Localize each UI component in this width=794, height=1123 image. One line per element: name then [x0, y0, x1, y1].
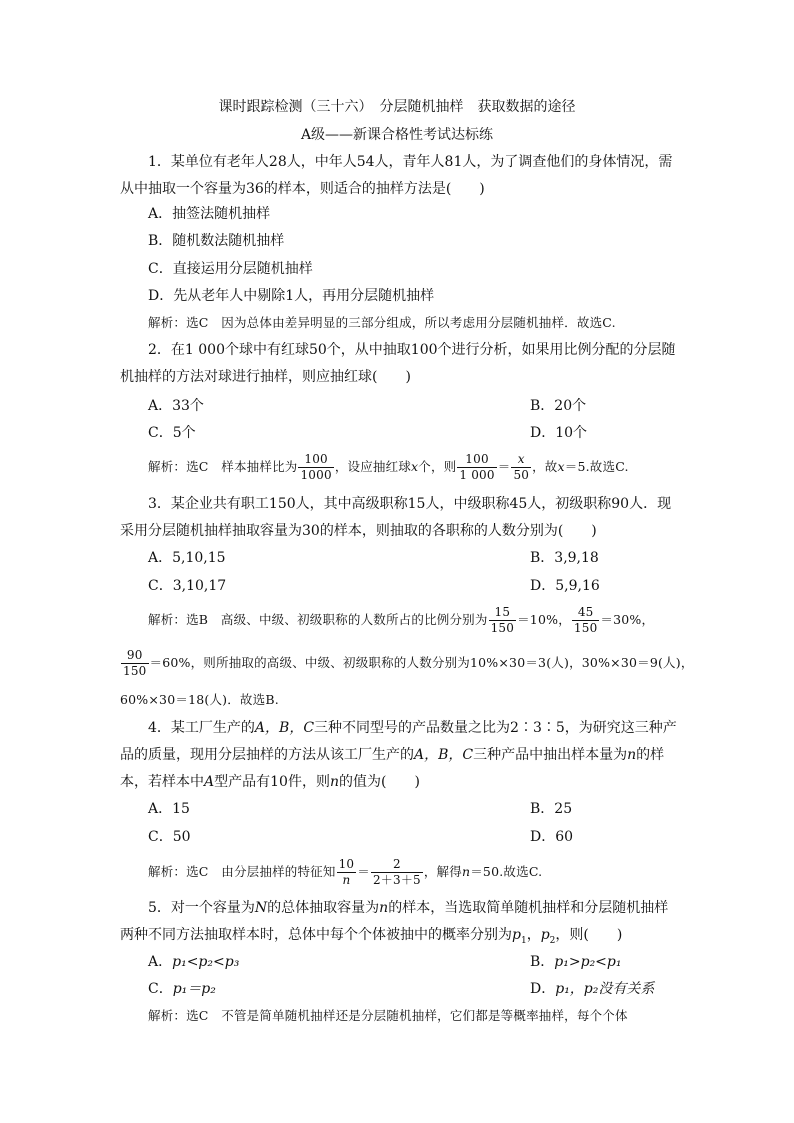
q2-options-row1	[148, 396, 587, 416]
q4-solution: 解析：选C 由分层抽样的特征知 $\frac{10}{n}$ ＝ $\frac{2}{2+3+5}$ ，解得n＝50.故选C.	[148, 857, 543, 887]
q5-option-a: A．p₁<p₂<p₃	[148, 954, 240, 970]
q3-option-c: C．3,10,17	[148, 578, 227, 594]
q3-stem-line1: 3．某企业共有职工150人，其中高级职称15人，中级职称45人，初级职称90人．现	[148, 496, 672, 512]
q5-stem-line2: 两种不同方法抽取样本时，总体中每个个体被抽中的概率分别为$p_1$，$p_2$，则( )	[120, 927, 623, 946]
q4-stem-line2: 品的质量，现用分层抽样的方法从该工厂生产的A，B，C三种产品中抽出样本量为n的样	[120, 747, 665, 763]
q4-fraction-left: $\frac{10}{n}$	[338, 857, 355, 887]
q1-option-c: C．直接运用分层随机抽样	[148, 261, 313, 277]
q1-stem-line1: 1．某单位有老年人28人，中年人54人，青年人81人，为了调查他们的身体情况，需	[148, 154, 673, 170]
q2-fraction-left: $\frac{100}{1 000}$	[459, 452, 495, 482]
q1-solution: 解析：选C 因为总体由差异明显的三部分组成，所以考虑用分层随机抽样．故选C.	[148, 315, 616, 330]
q5-option-c: C．p₁＝p₂	[148, 981, 216, 997]
q4-option-d: D．60	[530, 829, 574, 845]
q4-option-a: A．15	[148, 801, 190, 817]
q5-options-row1	[148, 952, 622, 972]
q4-options-row1	[148, 799, 573, 819]
q2-options-row2	[148, 423, 588, 443]
q5-stem-line1: 5．对一个容量为N的总体抽取容量为n的样本，当选取简单随机抽样和分层随机抽样	[148, 900, 669, 916]
q3-option-b: B．3,9,18	[530, 550, 599, 566]
q4-stem-line3: 本，若样本中A型产品有10件，则n的值为( )	[120, 774, 420, 790]
q5-solution: 解析：选C 不管是简单随机抽样还是分层随机抽样，它们都是等概率抽样，每个个体	[148, 1008, 628, 1023]
q2-option-c: C．5个	[148, 425, 196, 441]
q2-option-a: A．33个	[148, 398, 204, 414]
q4-option-b: B．25	[530, 801, 573, 817]
q3-solution-line3: 60%×30＝18(人)．故选B.	[120, 692, 279, 707]
q3-solution-line2: $\frac{90}{150}$ ＝60%，则所抽取的高级、中级、初级职称的人数分别为10%×30＝3(人)，30%×30＝9(人)，	[123, 648, 694, 678]
q1-option-b: B．随机数法随机抽样	[148, 233, 285, 249]
q3-fraction-middle: $\frac{45}{150}$	[573, 605, 598, 635]
q4-stem-line1: 4．某工厂生产的A，B，C三种不同型号的产品数量之比为2∶3∶5，为研究这三种产	[148, 720, 677, 736]
q4-options-row2	[148, 827, 574, 847]
q3-option-a: A．5,10,15	[148, 550, 226, 566]
q3-fraction-senior: $\frac{15}{150}$	[490, 605, 515, 635]
q2-stem-line1: 2．在1 000个球中有红球50个，从中抽取100个进行分析，如果用比例分配的分层随	[148, 342, 676, 358]
q2-option-b: B．20个	[530, 398, 587, 414]
q2-stem-line2: 机抽样的方法对球进行抽样，则应抽红球( )	[120, 369, 411, 385]
q4-option-c: C．50	[148, 829, 191, 845]
q5-options-row2	[148, 979, 655, 999]
page-title: 课时跟踪检测（三十六） 分层随机抽样 获取数据的途径	[218, 99, 576, 115]
q4-fraction-right: $\frac{2}{2+3+5}$	[372, 857, 421, 887]
q2-solution: 解析：选C 样本抽样比为 $\frac{100}{1000}$ ，设应抽红球x个，则 $\frac{100}{1 000}$ ＝ $\frac{x}{50}$ ，故x＝5.故选C.	[148, 452, 629, 482]
q2-fraction-right: $\frac{x}{50}$	[513, 452, 530, 482]
q1-stem-line2: 从中抽取一个容量为36的样本，则适合的抽样方法是( )	[120, 181, 485, 197]
q3-options-row2	[148, 576, 600, 596]
section-subtitle: A级——新课合格性考试达标练	[300, 127, 494, 143]
q2-fraction-ratio: $\frac{100}{1000}$	[300, 452, 332, 482]
q3-options-row1	[148, 548, 599, 568]
q2-option-d: D．10个	[530, 425, 588, 441]
q3-stem-line2: 采用分层随机抽样抽取容量为30的样本，则抽取的各职称的人数分别为( )	[120, 523, 597, 539]
q1-option-d: D．先从老年人中剔除1人，再用分层随机抽样	[148, 288, 435, 304]
q1-option-a: A．抽签法随机抽样	[148, 206, 271, 222]
q3-option-d: D．5,9,16	[530, 578, 600, 594]
q5-option-d: D．p₁，p₂没有关系	[530, 981, 655, 997]
q3-fraction-junior: $\frac{90}{150}$	[123, 648, 147, 678]
q3-solution-line1: 解析：选B 高级、中级、初级职称的人数所占的比例分别为 $\frac{15}{150}$ ＝10%， $\frac{45}{150}$ ＝30%，	[148, 605, 655, 635]
q5-option-b: B．p₁>p₂<p₁	[530, 954, 622, 970]
